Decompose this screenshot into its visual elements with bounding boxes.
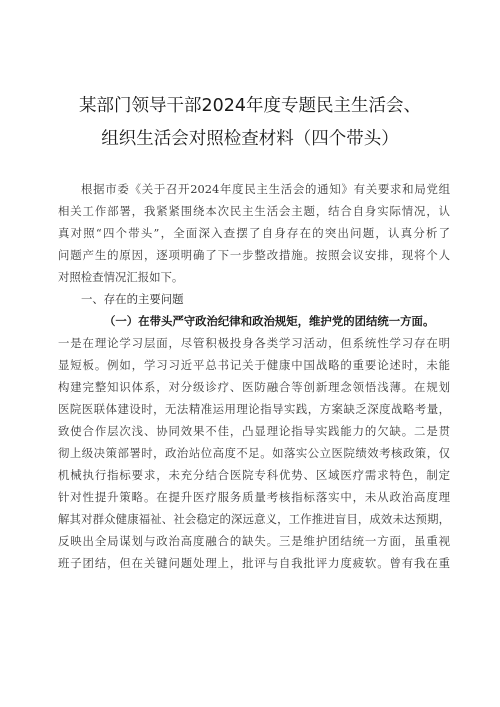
intro-paragraph-line: 相关工作部署，我紧紧围绕本次民主生活会主题，结合自身实际情况，认 <box>58 204 450 218</box>
intro-paragraph-line: 对照检查情况汇报如下。 <box>58 270 184 284</box>
body-paragraph-line: 致使合作层次浅、协同效果不佳，凸显理论指导实践能力的欠缺。二是贯 <box>58 424 450 438</box>
intro-paragraph-line: 问题产生的原因，逐项明确了下一步整改措施。按照会议安排，现将个人 <box>58 248 450 262</box>
body-paragraph-line: 显短板。例如，学习习近平总书记关于健康中国战略的重要论述时，未能 <box>58 358 450 372</box>
body-paragraph-line: 反映出全局谋划与政治高度融合的缺失。三是维护团结统一方面，虽重视 <box>58 534 450 548</box>
body-paragraph-line: 彻上级决策部署时，政治站位高度不足。如落实公立医院绩效考核政策，仅 <box>58 446 450 460</box>
subsection-heading: （一）在带头严守政治纪律和政治规矩，维护党的团结统一方面。 <box>104 314 435 328</box>
body-paragraph-line: 机械执行指标要求，未充分结合医院专科优势、区域医疗需求特色，制定 <box>58 468 450 482</box>
body-paragraph-line: 针对性提升策略。在提升医疗服务质量考核指标落实中，未从政治高度理 <box>58 490 450 504</box>
body-paragraph-line: 医院医联体建设时，无法精准运用理论指导实践，方案缺乏深度战略考量， <box>58 402 450 416</box>
body-paragraph-line: 一是在理论学习层面，尽管积极投身各类学习活动，但系统性学习存在明 <box>58 336 450 350</box>
intro-paragraph-line: 根据市委《关于召开2024年度民主生活会的通知》有关要求和局党组 <box>81 182 450 196</box>
document-title-line-2: 组织生活会对照检查材料（四个带头） <box>101 129 399 149</box>
body-paragraph-line: 班子团结，但在关键问题处理上，批评与自我批评力度疲软。曾有我在重 <box>58 556 450 570</box>
document-title-line-1: 某部门领导干部2024年度专题民主生活会、 <box>78 96 422 116</box>
section-heading: 一、存在的主要问题 <box>81 292 184 306</box>
intro-paragraph-line: 真对照“四个带头”，全面深入查摆了自身存在的突出问题，认真分析了 <box>58 226 450 240</box>
body-paragraph-line: 构建完整知识体系，对分级诊疗、医防融合等创新理念领悟浅薄。在规划 <box>58 380 450 394</box>
body-paragraph-line: 解其对群众健康福祉、社会稳定的深远意义，工作推进盲目，成效未达预期， <box>58 512 450 526</box>
